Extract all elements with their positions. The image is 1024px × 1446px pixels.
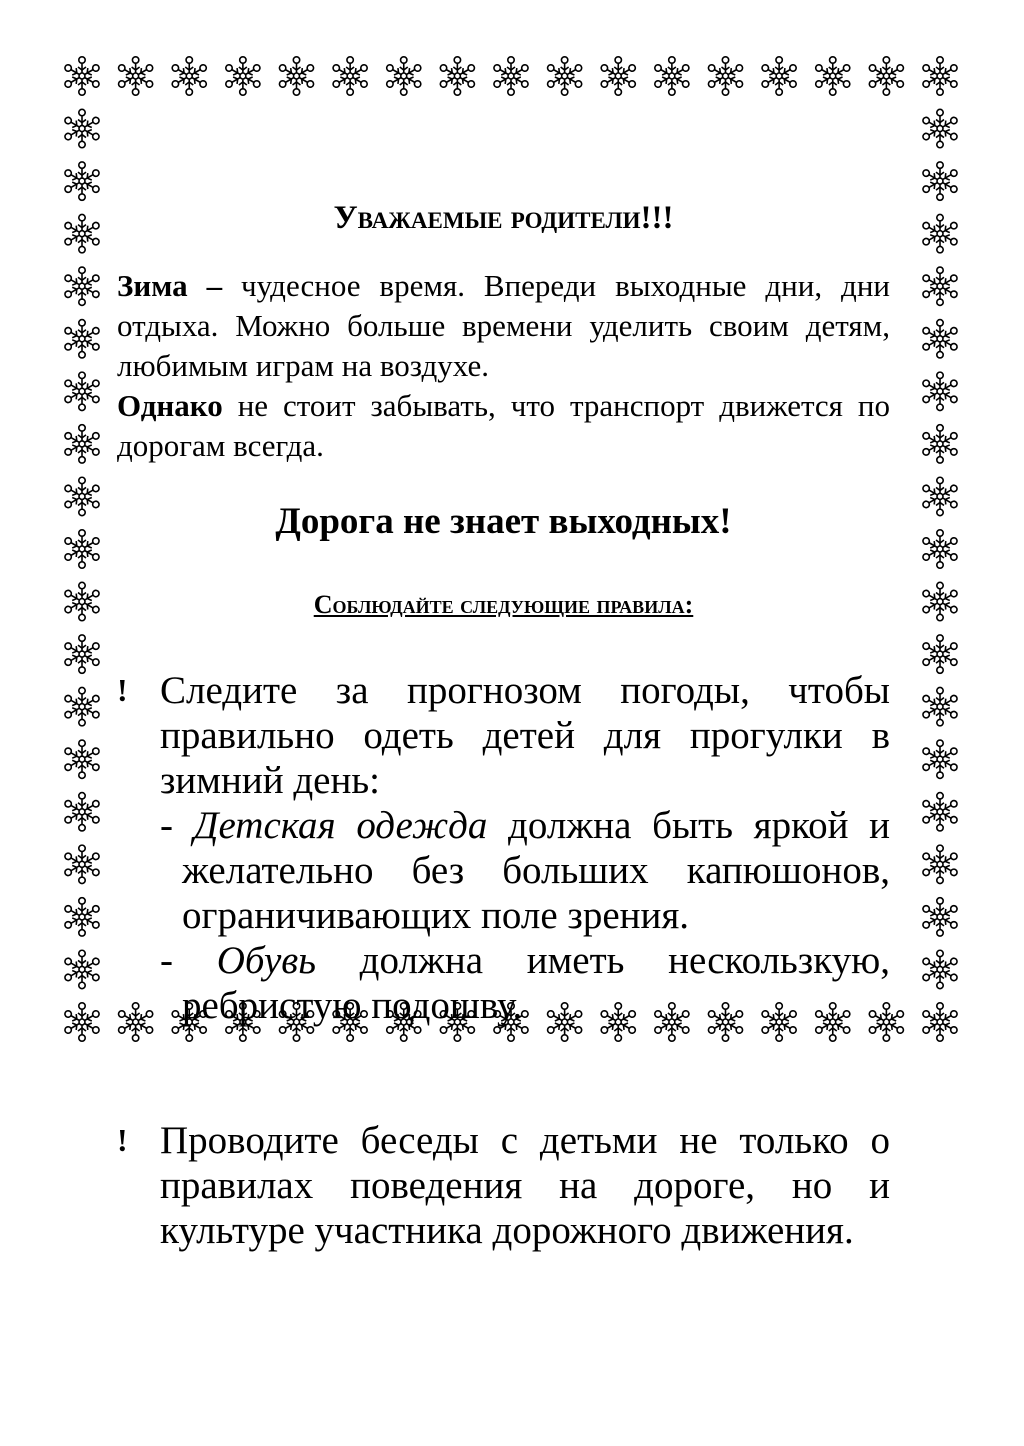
snowflake-icon [63, 1003, 100, 1041]
subitem-text: должна иметь нескользкую, ребристую подошву. [182, 939, 890, 1027]
snowflake-icon [921, 635, 958, 673]
snowflake-icon [546, 57, 583, 95]
rule-text: Следите за прогнозом погоды, чтобы правильно одеть детей для прогулки в зимний день: [160, 669, 890, 802]
snowflake-icon [63, 582, 100, 620]
snowflake-icon [63, 898, 100, 936]
snowflake-icon [63, 845, 100, 883]
snowflake-icon [63, 950, 100, 988]
snowflake-icon [868, 57, 905, 95]
snowflake-icon [385, 57, 422, 95]
intro-text [117, 266, 890, 466]
snowflake-icon [921, 162, 958, 200]
exclamation-icon: ! [117, 1122, 128, 1158]
snowflake-icon [921, 372, 958, 410]
snowflake-icon [814, 57, 851, 95]
snowflake-icon [760, 57, 797, 95]
exclamation-icon: ! [117, 672, 128, 708]
snowflake-icon [921, 687, 958, 725]
snowflake-icon [921, 109, 958, 147]
snowflake-icon [921, 740, 958, 778]
rule-item [117, 668, 890, 1028]
greeting-title: Уважаемые родители!!! [333, 200, 674, 236]
snowflake-icon [600, 57, 637, 95]
intro-paragraph-1 [117, 266, 890, 386]
main-heading: Дорога не знает выходных! [275, 501, 732, 542]
rule-item [117, 1118, 890, 1253]
dash: - [160, 939, 217, 982]
snowflake-icon [63, 477, 100, 515]
snowflake-icon [921, 530, 958, 568]
snowflake-icon [921, 320, 958, 358]
snowflake-icon [63, 267, 100, 305]
snowflake-icon [63, 214, 100, 252]
snowflake-icon [63, 740, 100, 778]
snowflake-icon [921, 425, 958, 463]
snowflake-icon [63, 687, 100, 725]
subitem-italic: Обувь [216, 939, 316, 982]
snowflake-icon [63, 793, 100, 831]
snowflake-icon [921, 477, 958, 515]
intro-bold-2: Однако [117, 388, 223, 423]
snowflake-icon [224, 57, 261, 95]
snowflake-icon [921, 57, 958, 95]
snowflake-icon [63, 530, 100, 568]
snowflake-icon [653, 57, 690, 95]
snowflake-icon [63, 425, 100, 463]
snowflake-icon [921, 267, 958, 305]
snowflake-icon [439, 57, 476, 95]
snowflake-icon [921, 582, 958, 620]
snowflake-icon [63, 162, 100, 200]
intro-bold-1: Зима – [117, 268, 223, 303]
subitem-text: должна быть яркой и желательно без больших капюшонов, ограничивающих поле зрения. [182, 804, 890, 937]
snowflake-icon [921, 1003, 958, 1041]
snowflake-icon [63, 57, 100, 95]
snowflake-icon [921, 898, 958, 936]
rule-subitem [160, 803, 890, 938]
snowflake-icon [921, 845, 958, 883]
intro-paragraph-2 [117, 386, 890, 466]
snowflake-icon [63, 109, 100, 147]
rule-text: Проводите беседы с детьми не только о правилах поведения на дороге, но и культуре участника дорожного движения. [160, 1119, 890, 1252]
subitem-italic: Детская одежда [193, 804, 488, 847]
snowflake-icon [921, 950, 958, 988]
snowflake-icon [921, 214, 958, 252]
snowflake-icon [707, 57, 744, 95]
rules-subheading: Соблюдайте следующие правила: [313, 590, 694, 619]
snowflake-icon [63, 635, 100, 673]
snowflake-icon [921, 793, 958, 831]
snowflake-icon [331, 57, 368, 95]
intro-text-1: чудесное время. Впереди выходные дни, дни отдыха. Можно больше времени уделить своим детям, любимым играм на воздухе. [117, 268, 890, 383]
snowflake-icon [63, 372, 100, 410]
snowflake-icon [117, 57, 154, 95]
snowflake-icon [278, 57, 315, 95]
snowflake-icon [492, 57, 529, 95]
snowflake-icon [171, 57, 208, 95]
rule-subitem [160, 938, 890, 1028]
intro-text-2: не стоит забывать, что транспорт движется по дорогам всегда. [117, 388, 890, 463]
snowflake-icon [63, 320, 100, 358]
dash: - [160, 804, 194, 847]
